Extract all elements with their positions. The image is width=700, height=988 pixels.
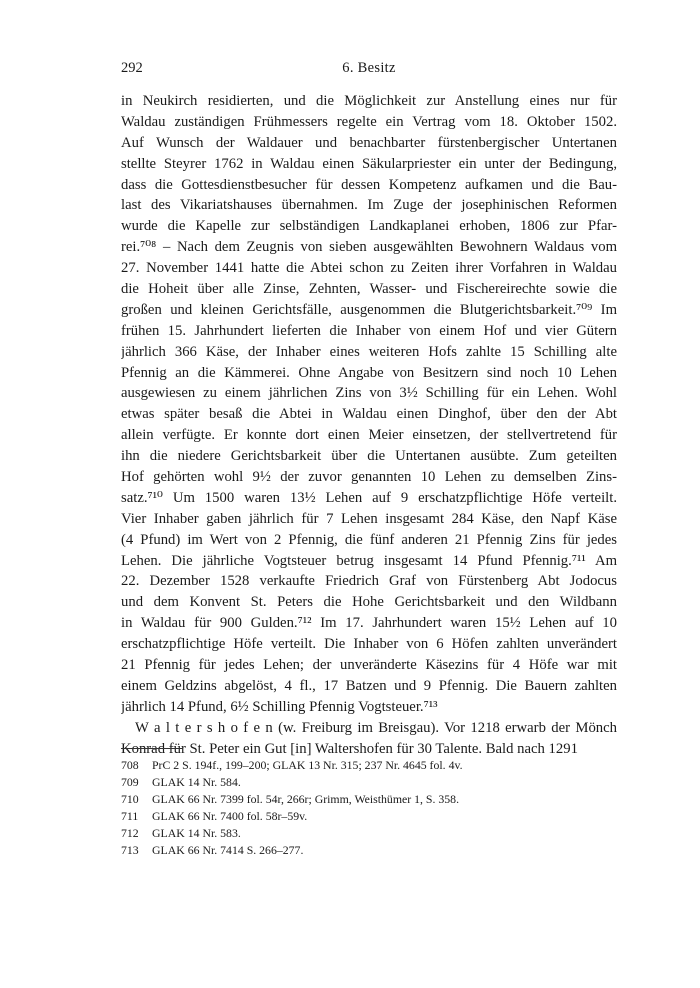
body-text xyxy=(121,91,617,760)
body-line: einem Geldzins abgelöst, 4 fl., 17 Batzen und 9 Pfennig. Die Bauern zahlten xyxy=(121,677,617,694)
body-line: Auf Wunsch der Waldauer und benachbarter fürstenbergischer Untertanen xyxy=(121,134,617,151)
body-line: Konrad für St. Peter ein Gut [in] Waltershofen für 30 Talente. Bald nach 1291 xyxy=(121,740,578,757)
body-line: Waldau zuständigen Frühmessers regelte ein Vertrag vom 18. Oktober 1502. xyxy=(121,113,617,130)
footnote-separator xyxy=(121,748,183,749)
body-line: ausgewiesen zu einem jährlichen Zins von 3½ Schilling für ein Lehen. Wohl xyxy=(121,385,617,402)
body-line: jährlich 366 Käse, der Inhaber eines weiteren Hofs zahlte 15 Schilling alte xyxy=(121,343,617,360)
page-number: 292 xyxy=(121,60,143,76)
body-line: in Waldau für 900 Gulden.⁷¹² Im 17. Jahrhundert waren 15½ Lehen auf 10 xyxy=(121,615,617,632)
footnote-text: GLAK 14 Nr. 583. xyxy=(152,826,241,841)
body-line: dass die Gottesdienstbesucher für dessen Kompetenz aufkamen und die Bau- xyxy=(121,176,617,193)
footnote-text: GLAK 14 Nr. 584. xyxy=(152,775,241,790)
body-line: W a l t e r s h o f e n (w. Freiburg im Breisgau). Vor 1218 erwarb der Mönch xyxy=(135,719,617,736)
body-line: 27. November 1441 hatte die Abtei schon zu Zeiten ihrer Vorfahren in Waldau xyxy=(121,260,617,277)
body-line: rei.⁷⁰⁸ – Nach dem Zeugnis von sieben ausgewählten Bewohnern Waldaus vom xyxy=(121,239,617,256)
body-line: ihn die niedere Gerichtsbarkeit über die Untertanen ausübte. Zum geteilten xyxy=(121,448,617,465)
body-line: Lehen. Die jährliche Vogtsteuer betrug insgesamt 14 Pfund Pfennig.⁷¹¹ Am xyxy=(121,552,617,569)
body-line: jährlich 14 Pfund, 6½ Schilling Pfennig Vogtsteuer.⁷¹³ xyxy=(121,698,438,715)
footnote-number: 712 xyxy=(121,826,139,841)
body-line: stellte Steyrer 1762 in Waldau einen Säkularpriester ein unter der Bedingung, xyxy=(121,155,617,172)
footnote xyxy=(121,842,617,859)
body-line: last des Vikariatshauses übernahmen. Im Zuge der josephinischen Reformen xyxy=(121,197,617,214)
footnote-number: 709 xyxy=(121,775,139,790)
footnote-text: GLAK 66 Nr. 7399 fol. 54r, 266r; Grimm, Weisthümer 1, S. 358. xyxy=(152,792,460,807)
body-line: erschatzpflichtige Höfe verteilt. Die Inhaber von 6 Höfen zahlten unverändert xyxy=(121,636,617,653)
chapter-title: 6. Besitz xyxy=(342,60,396,76)
body-line: etwas später besaß die Abtei in Waldau einen Dinghof, über den der Abt xyxy=(121,406,617,423)
footnote xyxy=(121,791,617,808)
body-line: Pfennig an die Kämmerei. Ohne Angabe von Besitzern sind noch 10 Lehen xyxy=(121,364,617,381)
body-line: frühen 15. Jahrhundert lieferten die Inhaber von einem Hof und vier Gütern xyxy=(121,322,617,339)
footnote-text: GLAK 66 Nr. 7400 fol. 58r–59v. xyxy=(152,809,308,824)
footnote-number: 711 xyxy=(121,809,139,824)
body-line: satz.⁷¹⁰ Um 1500 waren 13½ Lehen auf 9 erschatzpflichtige Höfe verteilt. xyxy=(121,489,617,506)
body-line: und dem Konvent St. Peters die Hohe Gerichtsbarkeit und den Wildbann xyxy=(121,594,617,611)
body-line: in Neukirch residierten, und die Möglichkeit zur Anstellung eines nur für xyxy=(121,93,617,109)
footnote xyxy=(121,808,617,825)
body-line: 22. Dezember 1528 verkaufte Friedrich Graf von Fürstenberg Abt Jodocus xyxy=(121,573,617,590)
body-line: allein verfügte. Er konnte dort einen Meier einsetzen, der stellvertretend für xyxy=(121,427,617,444)
footnote-number: 713 xyxy=(121,843,139,858)
footnote xyxy=(121,774,617,791)
footnote xyxy=(121,825,617,842)
body-line: großen und kleinen Gerichtsfälle, ausgenommen die Blutgerichtsbarkeit.⁷⁰⁹ Im xyxy=(121,301,617,318)
body-line: 21 Pfennig für jedes Lehen; der unveränderte Käsezins für 4 Höfe war mit xyxy=(121,657,617,674)
footnote-number: 710 xyxy=(121,792,139,807)
body-line: Vier Inhaber gaben jährlich für 7 Lehen insgesamt 284 Käse, den Napf Käse xyxy=(121,510,617,527)
body-line: Hof gehörten wohl 9½ der zuvor genannten 10 Lehen zu demselben Zins- xyxy=(121,469,617,486)
footnote-number: 708 xyxy=(121,758,139,772)
footnote-text: GLAK 66 Nr. 7414 S. 266–277. xyxy=(152,843,304,858)
footnote xyxy=(121,757,617,774)
footnote-text: PrC 2 S. 194f., 199–200; GLAK 13 Nr. 315; 237 Nr. 4645 fol. 4v. xyxy=(152,758,463,772)
body-line: wurde die Kapelle zur selbständigen Landkaplanei erhoben, 1806 zur Pfar- xyxy=(121,218,617,235)
body-line: (4 Pfund) im Wert von 2 Pfennig, die fünf anderen 21 Pfennig Zins für jedes xyxy=(121,531,617,548)
footnotes xyxy=(121,757,617,860)
body-line: die Hoheit über alle Zinse, Zehnten, Wasser- und Fischereirechte sowie die xyxy=(121,281,617,298)
